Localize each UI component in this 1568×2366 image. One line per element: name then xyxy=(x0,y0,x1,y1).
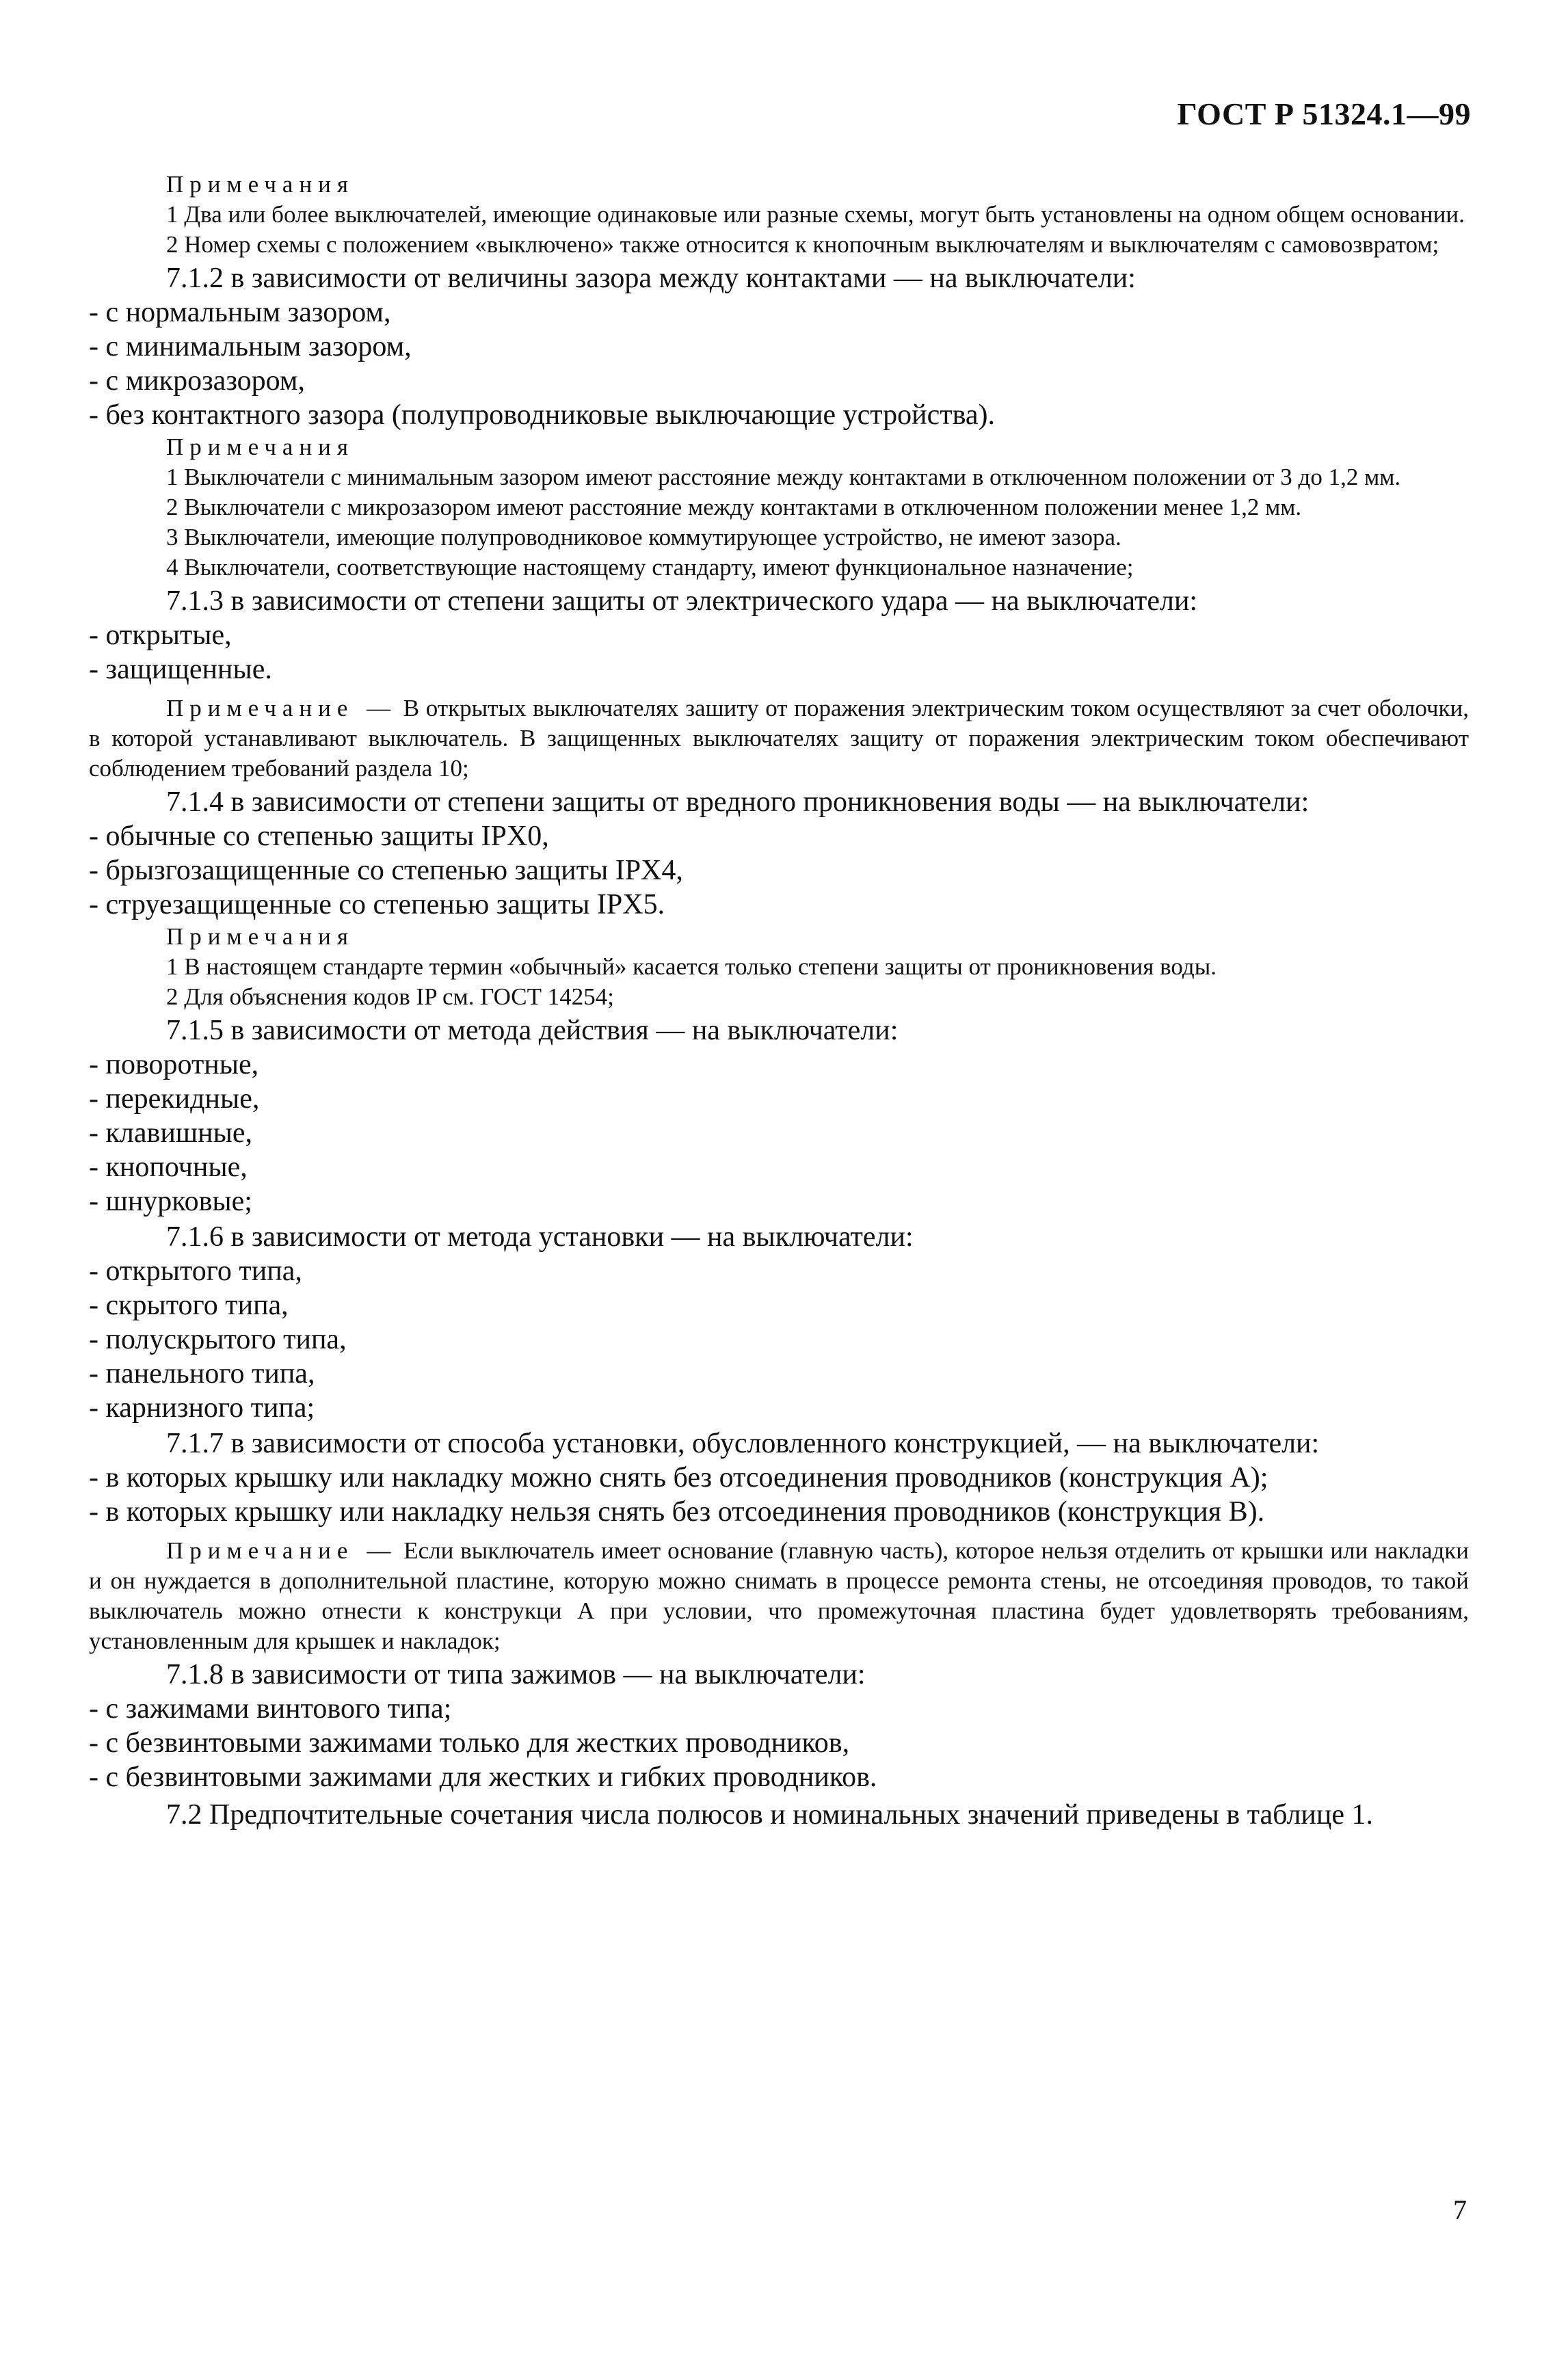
list-item: - с минимальным зазором, xyxy=(89,331,412,362)
note-paragraph xyxy=(89,1536,1469,1656)
list-item: - карнизного типа; xyxy=(89,1392,315,1424)
note-text: Если выключатель имеет основание (главную часть), которое нельзя отделить от крышки или накладки и он нуждается в дополнительной пластине, которую можно снимать в процессе ремонта стены, не отсоединяя проводов, то такой выключатель можно отнести к конструкци А при условии, что промежуточная пластина будет удовлетворять требованиям, установленным для крышек и накладок; xyxy=(89,1537,1470,1654)
list-item: - без контактного зазора (полупроводниковые выключающие устройства). xyxy=(89,399,996,431)
list-item: - с зажимами винтового типа; xyxy=(89,1693,452,1725)
list-item: - поворотные, xyxy=(89,1049,259,1080)
list-item: - клавишные, xyxy=(89,1117,252,1149)
list-item: - полускрытого типа, xyxy=(89,1324,347,1355)
notes-heading: Примечания xyxy=(166,434,355,460)
list-item: - защищенные. xyxy=(89,654,272,685)
list-item: - с безвинтовыми зажимами только для жестких проводников, xyxy=(89,1727,850,1759)
note-paragraph xyxy=(89,693,1469,784)
list-item: - открытого типа, xyxy=(89,1255,302,1287)
list-item: - обычные со степенью защиты IPX0, xyxy=(89,821,549,852)
note-text: В открытых выключателях зашиту от поражения электрическим током осуществляют за счет оболочки, в которой устанавливают выключатель. В защищенных выключателях защиту от поражения электрическим током обеспечивают соблюдением требований раздела 10; xyxy=(89,695,1469,782)
note-paragraph: 2 Для объяснения кодов IP см. ГОСТ 14254; xyxy=(166,983,615,1010)
list-item: - с микрозазором, xyxy=(89,365,305,397)
note-paragraph: 2 Номер схемы с положением «выключено» также относится к кнопочным выключателям и выключателям с самовозвратом; xyxy=(166,231,1439,258)
clause-7-1-3-title: 7.1.3 в зависимости от степени защиты от электрического удара — на выключатели: xyxy=(166,585,1198,617)
list-item: - брызгозащищенные со степенью защиты IPX4, xyxy=(89,855,683,886)
clause-7-1-7-title: 7.1.7 в зависимости от способа установки, обусловленного конструкцией, — на выключатели: xyxy=(166,1428,1320,1459)
note-paragraph: 3 Выключатели, имеющие полупроводниковое коммутирующее устройство, не имеют зазора. xyxy=(166,524,1121,550)
note-inline-heading: Примечание — xyxy=(166,1537,397,1564)
note-inline-heading: Примечание — xyxy=(166,695,397,721)
list-item: - панельного типа, xyxy=(89,1358,315,1390)
list-item: - с безвинтовыми зажимами для жестких и гибких проводников. xyxy=(89,1762,877,1793)
document-header: ГОСТ Р 51324.1—99 xyxy=(1177,96,1471,131)
note-paragraph: 1 Два или более выключателей, имеющие одинаковые или разные схемы, могут быть установлены на одном общем основании. xyxy=(166,201,1465,228)
clause-7-1-2-title: 7.1.2 в зависимости от величины зазора между контактами — на выключатели: xyxy=(166,263,1136,294)
list-item: - струезащищенные со степенью защиты IPX5. xyxy=(89,889,665,920)
clause-7-1-4-title: 7.1.4 в зависимости от степени защиты от вредного проникновения воды — на выключатели: xyxy=(166,786,1310,818)
note-paragraph: 1 Выключатели с минимальным зазором имеют расстояние между контактами в отключенном положении от 3 до 1,2 мм. xyxy=(166,464,1401,490)
clause-7-2-text: 7.2 Предпочтительные сочетания числа полюсов и номинальных значений приведены в таблице 1. xyxy=(166,1799,1374,1831)
list-item: - открытые, xyxy=(89,620,232,651)
list-item: - с нормальным зазором, xyxy=(89,297,391,328)
list-item: - в которых крышку или накладку нельзя снять без отсоединения проводников (конструкция В). xyxy=(89,1496,1265,1528)
page-number: 7 xyxy=(1453,2194,1467,2225)
note-paragraph: 4 Выключатели, соответствующие настоящему стандарту, имеют функциональное назначение; xyxy=(166,554,1134,581)
list-item: - перекидные, xyxy=(89,1083,260,1115)
list-item: - в которых крышку или накладку можно снять без отсоединения проводников (конструкция А); xyxy=(89,1462,1268,1493)
notes-heading: Примечания xyxy=(166,171,355,198)
list-item: - кнопочные, xyxy=(89,1152,248,1183)
clause-7-1-6-title: 7.1.6 в зависимости от метода установки — на выключатели: xyxy=(166,1221,914,1253)
clause-7-1-5-title: 7.1.5 в зависимости от метода действия — на выключатели: xyxy=(166,1015,899,1046)
clause-7-1-8-title: 7.1.8 в зависимости от типа зажимов — на выключатели: xyxy=(166,1659,866,1690)
list-item: - скрытого типа, xyxy=(89,1290,289,1321)
note-paragraph: 2 Выключатели с микрозазором имеют расстояние между контактами в отключенном положении менее 1,2 мм. xyxy=(166,494,1302,520)
document-body xyxy=(89,170,1469,1833)
note-paragraph: 1 В настоящем стандарте термин «обычный» касается только степени защиты от проникновения воды. xyxy=(166,953,1217,980)
notes-heading: Примечания xyxy=(166,923,355,950)
list-item: - шнурковые; xyxy=(89,1186,252,1217)
